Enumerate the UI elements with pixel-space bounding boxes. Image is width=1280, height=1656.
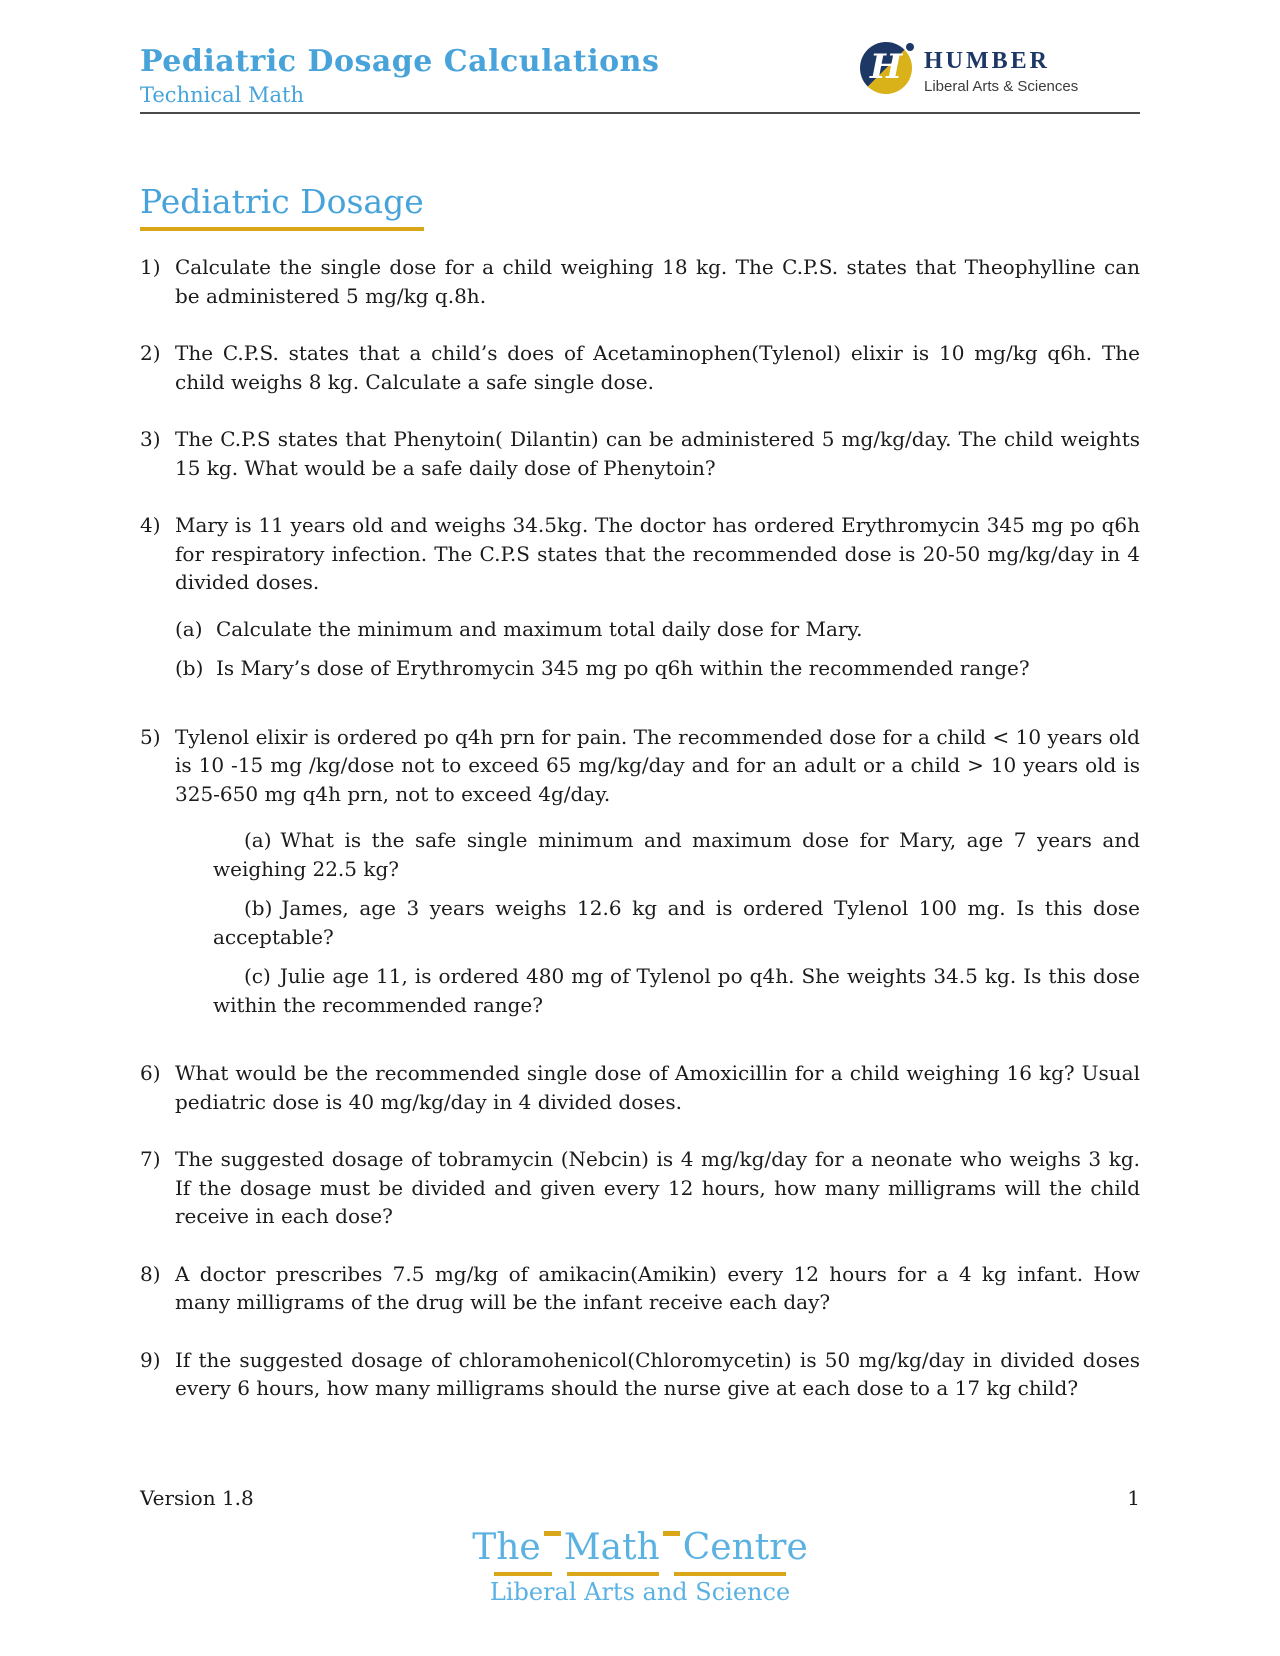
question-number: 3) [140, 427, 161, 451]
humber-logo-text [924, 42, 1078, 95]
sub-question-5a [213, 826, 1140, 883]
question-text: A doctor prescribes 7.5 mg/kg of amikacin(Amikin) every 12 hours for a 4 kg infant. How many milligrams of the drug will be the infant receive each day? [175, 1261, 1140, 1314]
sub-question-label: (a) [175, 616, 203, 641]
question-item-1 [140, 253, 1140, 310]
sub-question-4a [175, 615, 1140, 644]
gold-bar-icon [567, 1572, 659, 1576]
question-item-8 [140, 1260, 1140, 1317]
document-title: Pediatric Dosage Calculations [140, 44, 660, 79]
question-number: 7) [140, 1147, 161, 1171]
humber-logo-icon [860, 42, 912, 94]
sub-question-text: James, age 3 years weighs 12.6 kg and is ordered Tylenol 100 mg. Is this dose acceptable? [213, 896, 1140, 949]
sub-question-text: Is Mary’s dose of Erythromycin 345 mg po q6h within the recommended range? [216, 656, 1030, 680]
question-text: The suggested dosage of tobramycin (Nebcin) is 4 mg/kg/day for a neonate who weighs 3 kg. If the dosage must be divided and given every 12 hours, how many milligrams will the child receive in each dose? [175, 1147, 1140, 1228]
question-number: 4) [140, 513, 161, 537]
sub-question-label: (b) [175, 656, 204, 680]
gold-dash-icon [663, 1531, 680, 1536]
sub-question-label: (a) [244, 828, 272, 852]
question-number: 5) [140, 724, 161, 749]
math-centre-word: The [472, 1527, 541, 1568]
question-text: Calculate the single dose for a child weighing 18 kg. The C.P.S. states that Theophylline can be administered 5 mg/kg q.8h. [175, 255, 1140, 308]
header-title-block [140, 44, 659, 107]
question-text: What would be the recommended single dose of Amoxicillin for a child weighing 16 kg? Usual pediatric dose is 40 mg/kg/day in 4 divided doses. [175, 1061, 1140, 1114]
math-centre-underline [0, 1572, 1280, 1576]
question-item-7 [140, 1145, 1140, 1231]
question-number: 2) [140, 341, 161, 365]
math-centre-word: Math [563, 1527, 660, 1568]
humber-dot-icon [906, 43, 914, 51]
question-text: The C.P.S. states that a child’s does of Acetaminophen(Tylenol) elixir is 10 mg/kg q6h. The child weighs 8 kg. Calculate a safe single dose. [175, 341, 1140, 394]
version-label: Version 1.8 [140, 1486, 254, 1510]
gold-dash-icon [544, 1531, 561, 1536]
question-list [140, 253, 1140, 1403]
gold-bar-icon [494, 1572, 552, 1576]
question-text: If the suggested dosage of chloramohenicol(Chloromycetin) is 50 mg/kg/day in divided doses every 6 hours, how many milligrams should the nurse give at each dose to a 17 kg child? [175, 1347, 1140, 1400]
sub-question-list [175, 826, 1140, 1019]
question-text: Tylenol elixir is ordered po q4h prn for pain. The recommended dose for a child < 10 years old is 10 -15 mg /kg/dose not to exceed 65 mg/kg/day and for an adult or a child > 10 years old is 325-650 mg q4h prn, not to exceed 4g/day. [175, 724, 1140, 806]
sub-question-5b [213, 894, 1140, 951]
math-centre-wordmark [0, 1528, 1280, 1568]
question-text: Mary is 11 years old and weighs 34.5kg. The doctor has ordered Erythromycin 345 mg po q6h for respiratory infection. The C.P.S states that the recommended dose is 20-50 mg/kg/day in 4 divided doses. [175, 513, 1140, 594]
question-item-3 [140, 425, 1140, 482]
question-text: The C.P.S states that Phenytoin( Dilantin) can be administered 5 mg/kg/day. The child weights 15 kg. What would be a safe daily dose of Phenytoin? [175, 427, 1140, 480]
question-item-4 [140, 511, 1140, 694]
gold-bar-icon [674, 1572, 786, 1576]
question-item-5 [140, 723, 1140, 1031]
footer-meta-row [140, 1486, 1140, 1510]
section-heading: Pediatric Dosage [140, 182, 424, 231]
math-centre-word: Centre [682, 1527, 808, 1568]
page-number: 1 [1127, 1486, 1140, 1510]
sub-question-text: Calculate the minimum and maximum total daily dose for Mary. [216, 616, 863, 641]
humber-tagline: Liberal Arts & Sciences [924, 78, 1079, 95]
math-centre-tagline: Liberal Arts and Science [489, 1577, 791, 1606]
sub-question-text: Julie age 11, is ordered 480 mg of Tylenol po q4h. She weights 34.5 kg. Is this dose within the recommended range? [213, 964, 1140, 1017]
question-number: 6) [140, 1061, 161, 1085]
header-divider [140, 112, 1140, 114]
document-subtitle: Technical Math [140, 83, 304, 107]
sub-question-5c [213, 962, 1140, 1019]
humber-monogram: H [869, 47, 903, 87]
question-number: 8) [140, 1261, 161, 1286]
question-number: 9) [140, 1347, 161, 1372]
worksheet-body [140, 182, 1140, 1432]
sub-question-4b [175, 654, 1140, 683]
sub-question-list [175, 615, 1140, 683]
sub-question-label: (c) [244, 964, 271, 988]
humber-wordmark: HUMBER [924, 48, 1050, 74]
question-item-6 [140, 1059, 1140, 1116]
math-centre-logo [0, 1528, 1280, 1606]
humber-logo [860, 42, 1078, 95]
sub-question-text: What is the safe single minimum and maximum dose for Mary, age 7 years and weighing 22.5 kg? [213, 828, 1140, 881]
question-item-2 [140, 339, 1140, 396]
sub-question-label: (b) [244, 896, 273, 920]
question-item-9 [140, 1346, 1140, 1403]
question-number: 1) [140, 255, 161, 279]
